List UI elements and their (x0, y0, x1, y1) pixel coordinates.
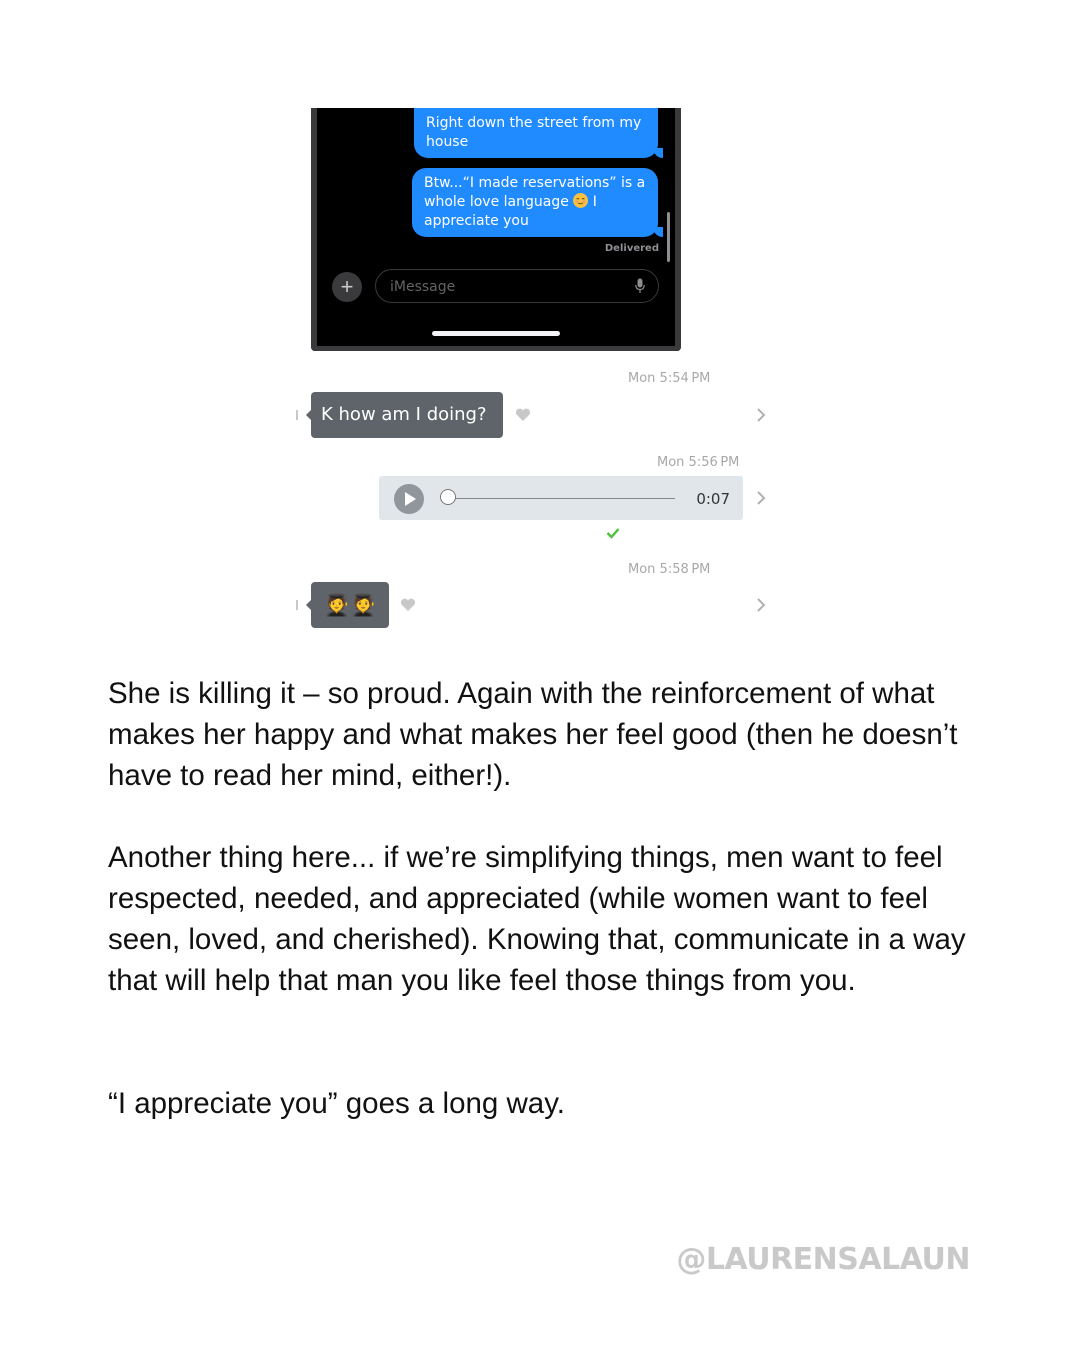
paragraph: “I appreciate you” goes a long way. (108, 1087, 565, 1120)
student-emoji: 🧑‍🎓🧑‍🎓 (323, 593, 377, 617)
incoming-message-bubble (311, 392, 503, 438)
chevron-right-icon[interactable] (756, 598, 766, 612)
author-handle: @LAURENSALAUN (676, 1242, 970, 1277)
chevron-right-icon[interactable] (756, 408, 766, 422)
smiling-face-emoji-icon (573, 193, 588, 208)
scrollbar[interactable] (667, 212, 670, 262)
message-timestamp: Mon 5:56 PM (657, 455, 740, 470)
message-timestamp: Mon 5:54 PM (628, 371, 711, 386)
incoming-message-bubble (311, 582, 389, 628)
outgoing-message-bubble (414, 108, 658, 158)
outgoing-message-bubble (412, 168, 658, 237)
checkmark-icon (606, 527, 620, 539)
message-text: I appreciate you (424, 194, 597, 229)
paragraph: Another thing here... if we’re simplifying things, men want to feel respected, needed, and appreciated (while women want to feel seen, loved, and cherished). Knowing that, communicate in a way that will help that man you like feel those things from you. (108, 841, 966, 997)
message-marker (296, 600, 298, 610)
play-button[interactable] (394, 484, 424, 514)
message-marker (296, 410, 298, 420)
imessage-input-field[interactable] (375, 269, 659, 303)
microphone-icon[interactable] (635, 278, 645, 294)
message-input[interactable] (388, 276, 622, 298)
message-text: K how am I doing? (321, 404, 487, 425)
message-text: Btw...“I made reservations” is a whole love language (424, 175, 646, 210)
imessage-screenshot (311, 108, 681, 351)
play-icon (394, 484, 424, 514)
message-text: Right down the street from my house (426, 115, 642, 150)
audio-progress-track[interactable] (441, 498, 675, 499)
delivered-status: Delivered (604, 243, 659, 254)
home-indicator (432, 331, 560, 336)
apps-plus-button[interactable]: + (332, 272, 362, 302)
heart-icon[interactable] (400, 598, 416, 612)
audio-message (379, 476, 743, 520)
heart-icon[interactable] (515, 408, 531, 422)
chevron-right-icon[interactable] (756, 491, 766, 505)
audio-duration: 0:07 (696, 490, 730, 508)
paragraph: She is killing it – so proud. Again with the reinforcement of what makes her happy and what makes her feel good (then he doesn’t have to read her mind, either!). (108, 677, 958, 792)
message-timestamp: Mon 5:58 PM (628, 562, 711, 577)
audio-scrubber-knob[interactable] (440, 489, 456, 505)
